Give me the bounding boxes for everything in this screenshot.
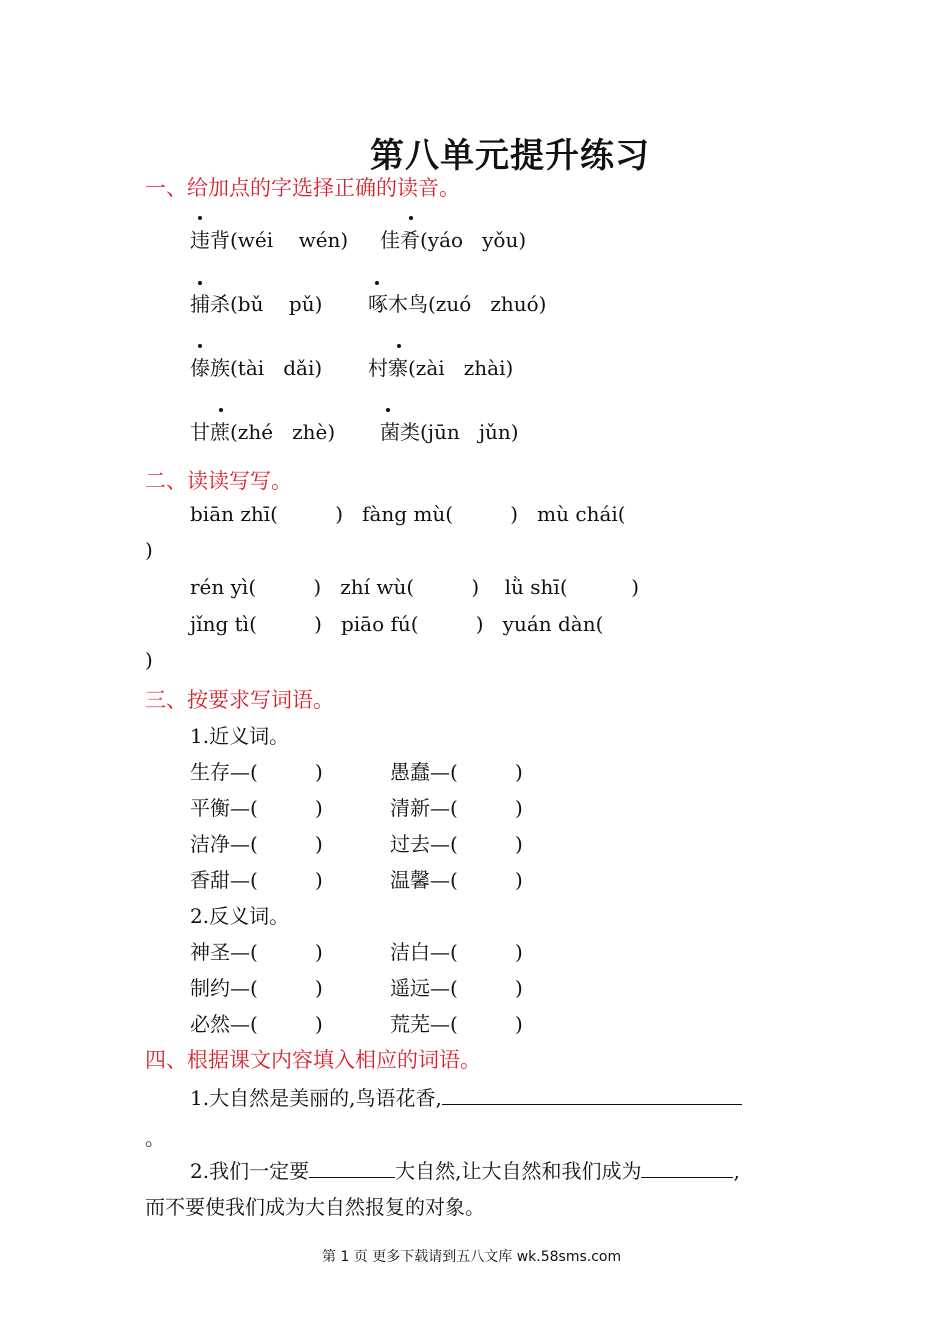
q1-item: 村寨(zài zhài) xyxy=(368,356,514,380)
q1-item: 佳肴(yáo yǒu) xyxy=(380,228,527,252)
word-item: 荒芜—( ) xyxy=(390,1012,523,1036)
word-item: 愚蠢—( ) xyxy=(390,760,523,784)
sentence-text: 2.我们一定要 xyxy=(190,1159,310,1183)
section-heading-1: 一、给加点的字选择正确的读音。 xyxy=(145,176,460,200)
sentence-text: 大自然,让大自然和我们成为 xyxy=(395,1159,642,1183)
emphasis-dot xyxy=(198,216,202,220)
q2-line: biān zhī( ) fàng mù( ) mù chái( xyxy=(190,502,626,526)
word-item: 遥远—( ) xyxy=(390,976,523,1000)
q2-line: ) xyxy=(145,538,153,562)
q1-item: 捕杀(bǔ pǔ) xyxy=(190,292,323,316)
section-heading-3: 三、按要求写词语。 xyxy=(145,688,334,712)
word-item: 洁白—( ) xyxy=(390,940,523,964)
word-item: 神圣—( ) xyxy=(190,940,323,964)
word-item: 香甜—( ) xyxy=(190,868,323,892)
q1-item: 啄木鸟(zuó zhuó) xyxy=(368,292,547,316)
word-item: 生存—( ) xyxy=(190,760,323,784)
fill-sentence-2 xyxy=(190,1155,740,1184)
antonym-label: 2.反义词。 xyxy=(190,904,290,928)
q2-line: ) xyxy=(145,648,153,672)
section-heading-2: 二、读读写写。 xyxy=(145,469,292,493)
answer-blank[interactable] xyxy=(309,1155,395,1178)
emphasis-dot xyxy=(198,344,202,348)
sentence-end: 。 xyxy=(145,1126,165,1150)
sentence-text: 1.大自然是美丽的,鸟语花香, xyxy=(190,1086,442,1110)
page-footer: 第 1 页 更多下载请到五八文库 wk.58sms.com xyxy=(322,1249,622,1265)
emphasis-dot xyxy=(219,408,223,412)
q1-item: 甘蔗(zhé zhè) xyxy=(190,420,336,444)
page-title: 第八单元提升练习 xyxy=(370,136,650,176)
word-item: 洁净—( ) xyxy=(190,832,323,856)
sentence-text: , xyxy=(733,1159,740,1183)
q2-line: rén yì( ) zhí wù( ) lǜ shī( ) xyxy=(190,575,640,599)
emphasis-dot xyxy=(397,344,401,348)
answer-blank[interactable] xyxy=(641,1155,733,1178)
word-item: 温馨—( ) xyxy=(390,868,523,892)
answer-blank[interactable] xyxy=(442,1082,742,1105)
q2-line: jǐng tì( ) piāo fú( ) yuán dàn( xyxy=(190,612,604,636)
word-item: 制约—( ) xyxy=(190,976,323,1000)
synonym-label: 1.近义词。 xyxy=(190,724,290,748)
emphasis-dot xyxy=(198,281,202,285)
fill-sentence-1 xyxy=(190,1082,742,1111)
q1-item: 违背(wéi wén) xyxy=(190,228,349,252)
q1-item: 菌类(jūn jǔn) xyxy=(380,420,519,444)
word-item: 平衡—( ) xyxy=(190,796,323,820)
word-item: 清新—( ) xyxy=(390,796,523,820)
emphasis-dot xyxy=(409,216,413,220)
section-heading-4: 四、根据课文内容填入相应的词语。 xyxy=(145,1048,481,1072)
word-item: 必然—( ) xyxy=(190,1012,323,1036)
sentence-continuation: 而不要使我们成为大自然报复的对象。 xyxy=(145,1195,485,1219)
word-item: 过去—( ) xyxy=(390,832,523,856)
emphasis-dot xyxy=(375,281,379,285)
q1-item: 傣族(tài dǎi) xyxy=(190,356,323,380)
emphasis-dot xyxy=(386,408,390,412)
